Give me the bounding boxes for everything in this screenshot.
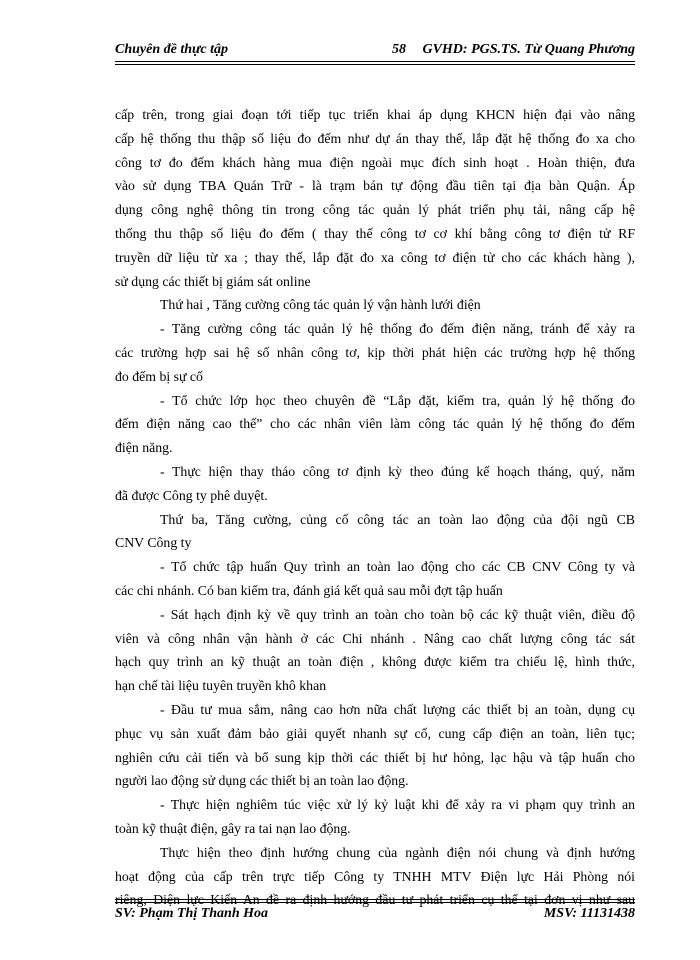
text-line: Thứ ba, Tăng cường, củng cố công tác an toàn lao động của đội ngũ CB — [160, 511, 635, 527]
text-line: riêng, Điện lực Kiến An đề ra định hướng đầu tư phát triển cụ thể tại đơn vị như sau — [115, 892, 635, 908]
text-line: đếm điện năng cao thế” cho các nhân viên làm công tác quản lý hệ thống đo đếm — [115, 416, 635, 432]
page-number: 58 — [392, 42, 406, 57]
text-line: - Sát hạch định kỳ về quy trình an toàn cho toàn bộ các kỹ thuật viên, điều độ — [160, 606, 635, 622]
text-line: toàn kỹ thuật điện, gây ra tai nạn lao động. — [115, 820, 351, 836]
text-line: - Tổ chức lớp học theo chuyên đề “Lắp đặt, kiểm tra, quản lý hệ thống đo — [160, 392, 635, 408]
text-line: đã được Công ty phê duyệt. — [115, 487, 268, 503]
text-line: - Tăng cường công tác quản lý hệ thống đo đếm điện năng, tránh để xảy ra — [160, 321, 635, 337]
footer-student-id: MSV: 11131438 — [543, 906, 635, 921]
text-line: - Đầu tư mua sắm, nâng cao hơn nữa chất lượng các thiết bị an toàn, dụng cụ — [160, 701, 635, 717]
text-line: các trường hợp sai hệ số nhân công tơ, kịp thời phát hiện các trường hợp hệ thống — [115, 344, 635, 360]
page-header — [115, 40, 635, 62]
footer-student: SV: Phạm Thị Thanh Hoa — [115, 906, 269, 921]
text-line: CNV Công ty — [115, 535, 192, 551]
text-line: - Thực hiện nghiêm túc việc xử lý kỷ luật khi để xảy ra vi phạm quy trình an — [160, 797, 635, 813]
text-line: nghiên cứu cải tiến và bổ sung kịp thời các thiết bị hư hỏng, lạc hậu và tập huấn cho — [115, 749, 635, 765]
text-line: hoạt động của cấp trên trực tiếp Công ty TNHH MTV Điện lực Hải Phòng nói — [115, 868, 635, 884]
text-line: Thực hiện theo định hướng chung của ngành điện nói chung và định hướng — [160, 844, 635, 860]
header-title: Chuyên đề thực tập — [115, 42, 229, 57]
body-text — [115, 103, 635, 912]
header-rule — [115, 61, 635, 62]
footer-rule — [115, 902, 635, 903]
text-line: cấp trên, trong giai đoạn tới tiếp tục triển khai áp dụng KHCN hiện đại vào nâng — [115, 107, 635, 122]
text-line: truyền dữ liệu từ xa ; thay thế, lắp đặt đo xa công tơ điện tử cho các khách hàng ), — [115, 249, 635, 265]
text-line: dụng công nghệ thông tin trong công tác quản lý phát triển phụ tải, nâng cấp hệ — [115, 202, 635, 218]
text-line: hạn chế tài liệu tuyên truyền khô khan — [115, 678, 327, 694]
text-line: - Tổ chức tập huấn Quy trình an toàn lao động cho các CB CNV Công ty và — [160, 559, 635, 575]
header-rule — [115, 64, 635, 65]
text-line: vào sử dụng TBA Quán Trữ - là trạm bán tự động đầu tiên tại địa bàn Quận. Áp — [115, 178, 635, 194]
text-line: hạch quy trình an kỹ thuật an toàn điện , không được kiểm tra chiếu lệ, hình thức, — [115, 654, 635, 670]
text-line: điện năng. — [115, 440, 173, 456]
footer-rule — [115, 899, 635, 900]
header-advisor: GVHD: PGS.TS. Từ Quang Phương — [422, 42, 635, 57]
text-line: viên và công nhân vận hành ở các Chi nhánh . Nâng cao chất lượng công tác sát — [115, 630, 635, 646]
text-line: các chi nhánh. Có ban kiểm tra, đánh giá kết quả sau mỗi đợt tập huấn — [115, 582, 503, 598]
text-line: phục vụ sản xuất đảm bảo giải quyết nhanh sự cố, cung cấp điện an toàn, liên tục; — [115, 725, 635, 741]
page-footer — [115, 906, 635, 926]
text-line: thống thu thập số liệu đo đếm ( thay thế công tơ cơ khí bằng công tơ điện tử RF — [115, 225, 635, 241]
text-line: cấp hệ thống thu thập số liệu đo đếm như dự án thay thế, lắp đặt hệ thống đo xa cho — [115, 130, 635, 146]
text-line: sử dụng các thiết bị giám sát online — [115, 273, 311, 289]
text-line: đo đếm bị sự cố — [115, 368, 203, 384]
text-line: người lao động sử dụng các thiết bị an toàn lao động. — [115, 773, 409, 789]
text-line: - Thực hiện thay tháo công tơ định kỳ theo đúng kế hoạch tháng, quý, năm — [160, 463, 635, 479]
text-line: công tơ đo đếm khách hàng mua điện ngoài mục đích sinh hoạt . Hoàn thiện, đưa — [115, 154, 635, 170]
text-line: Thứ hai , Tăng cường công tác quản lý vận hành lưới điện — [160, 297, 481, 313]
